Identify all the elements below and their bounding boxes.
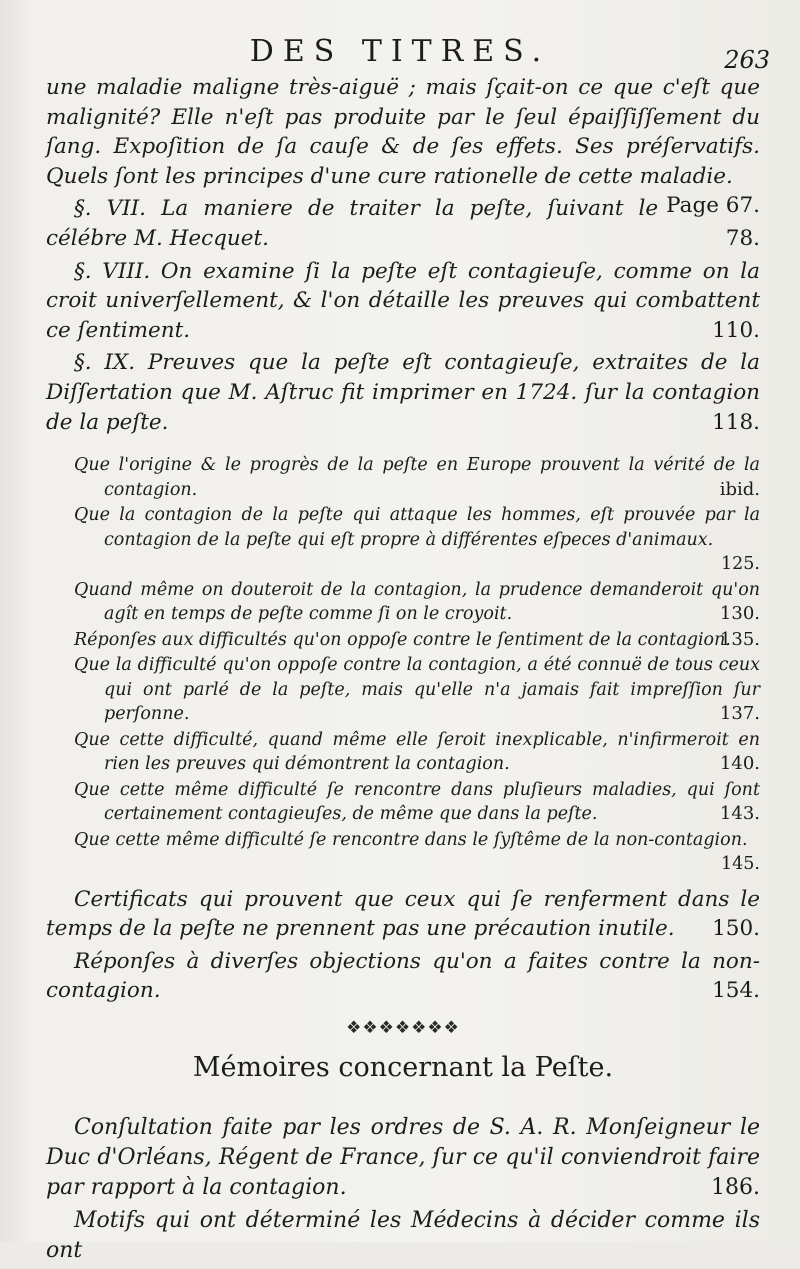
running-head — [0, 34, 800, 74]
entry-text: une maladie maligne très-aiguë ; mais ſçait-on ce que c'eſt que malignité? Elle n'eſt pas produite par le ſeul épaiſſiſſement du ſang. Expoſition de ſa cauſe & de ſes effets. Ses préſervatifs. Quels ſont les principes d'une cure rationelle de cette maladie. — [46, 75, 760, 189]
entry-text: Que cette même difficulté ſe rencontre dans pluſieurs maladies, qui ſont certainement contagieuſes, de même que dans la peſte. — [74, 779, 760, 825]
memoires-section — [46, 1113, 760, 1266]
sub-entry — [46, 503, 760, 577]
toc-entry — [46, 73, 760, 219]
toc-entry — [46, 194, 760, 253]
ornament-divider: ❖❖❖❖❖❖❖ — [346, 1018, 460, 1038]
entry-text: Réponſes à diverſes objections qu'on a faites contre la non-contagion. — [46, 948, 760, 1004]
sub-entry — [46, 778, 760, 827]
sub-entry — [46, 578, 760, 627]
table-of-contents — [46, 73, 760, 1269]
entry-page: Page 67. — [666, 193, 760, 219]
section-heading: Mémoires concernant la Peſte. — [192, 1052, 614, 1083]
toc-entry — [46, 947, 760, 1006]
entry-text: Réponſes aux difficultés qu'on oppoſe contre le ſentiment de la contagion. — [74, 629, 731, 650]
entry-text: §. VIII. On examine ſi la peſte eſt contagieuſe, comme on la croit univerſellement, & l'on détaille les preuves qui combattent ce ſentiment. — [46, 258, 760, 343]
entry-page: ibid. — [719, 478, 760, 500]
entry-text: Que cette difficulté, quand même elle ſeroit inexplicable, n'infirmeroit en rien les preuves qui démontrent la contagion. — [74, 729, 760, 775]
sub-entry — [46, 653, 760, 727]
entry-text: Que l'origine & le progrès de la peſte en Europe prouvent la vérité de la contagion. — [74, 455, 760, 500]
entry-page: 143. — [719, 803, 760, 825]
toc-entry — [46, 257, 760, 346]
toc-entry — [46, 1206, 760, 1266]
entry-page: 118. — [712, 409, 760, 435]
entry-text: Que cette même difficulté ſe rencontre dans le ſyſtême de la non-contagion. — [74, 829, 748, 850]
entry-page: 135. — [719, 628, 760, 650]
entry-page: 150. — [712, 916, 760, 942]
entry-page: 78. — [725, 225, 760, 251]
toc-entry — [46, 885, 760, 944]
sub-entry — [46, 828, 760, 877]
entry-text: Motifs qui ont déterminé les Médecins à décider comme ils ont — [46, 1208, 760, 1263]
entry-page: 140. — [719, 753, 760, 775]
entry-page: 145. — [721, 854, 760, 875]
toc-entry — [46, 348, 760, 437]
entry-text: Certificats qui prouvent que ceux qui ſe renferment dans le temps de la peſte ne prennent pas une précaution inutile. — [46, 886, 760, 942]
page-number: 263 — [724, 46, 770, 74]
entry-text: Que la contagion de la peſte qui attaque les hommes, eſt prouvée par la contagion de la peſte qui eſt propre à différentes eſpeces d'animaux. — [74, 505, 760, 550]
sub-entry-list — [46, 453, 760, 877]
entry-text: §. IX. Preuves que la peſte eſt contagieuſe, extraites de la Diſſertation que M. Aſtruc fit imprimer en 1724. ſur la contagion de la peſte. — [46, 350, 760, 435]
entry-page: 137. — [719, 703, 760, 725]
entry-text: Quand même on douteroit de la contagion, la prudence demanderoit qu'on agît en temps de peſte comme ſi on le croyoit. — [74, 579, 760, 625]
sub-entry — [46, 628, 760, 653]
running-title: DES TITRES. — [249, 34, 551, 69]
entry-page: 130. — [719, 603, 760, 625]
entry-text: §. VII. La maniere de traiter la peſte, ſuivant le célébre M. Hecquet. — [46, 196, 659, 251]
sub-entry — [46, 453, 760, 502]
entry-text: Conſultation faite par les ordres de S. A. R. Monſeigneur le Duc d'Orléans, Régent de France, ſur ce qu'il conviendroit faire par rapport à la contagion. — [46, 1115, 760, 1200]
entry-text: Que la difficulté qu'on oppoſe contre la contagion, a été connuë de tous ceux qui ont parlé de la peſte, mais qu'elle n'a jamais fait impreſſion ſur perſonne. — [74, 655, 760, 725]
sub-entry — [46, 728, 760, 777]
toc-entry — [46, 1113, 760, 1203]
entry-page: 154. — [712, 978, 760, 1004]
entry-page: 125. — [721, 554, 760, 575]
entry-page: 186. — [711, 1175, 760, 1200]
entry-page: 110. — [712, 317, 760, 343]
